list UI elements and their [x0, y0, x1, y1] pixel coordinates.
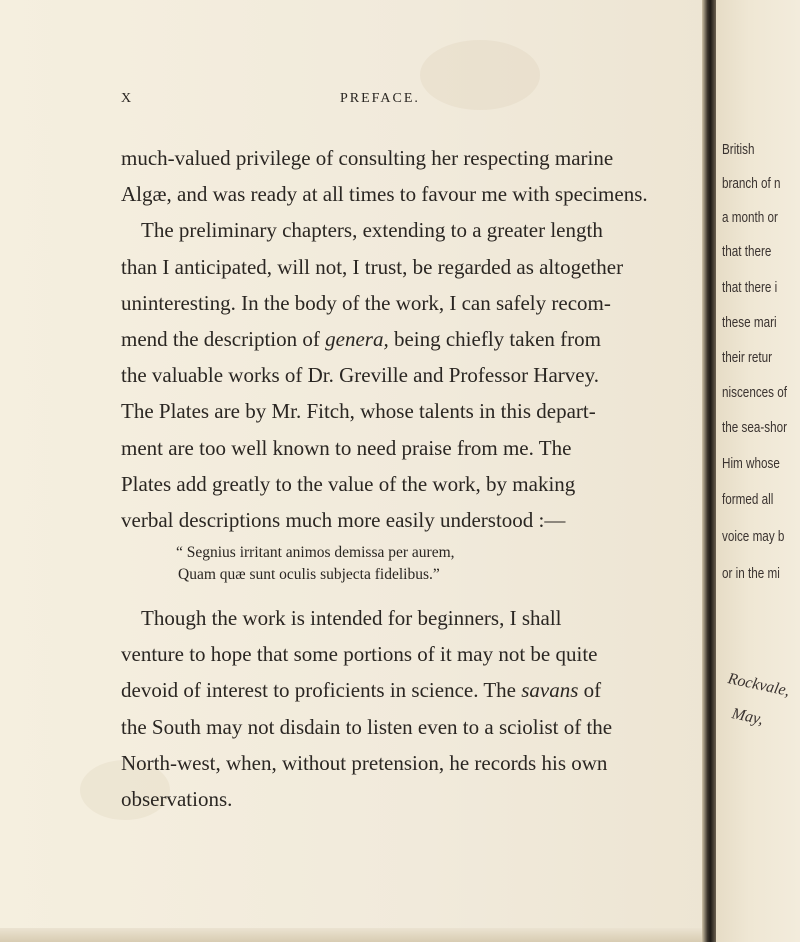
italic-word: savans: [521, 678, 579, 703]
text-line: the valuable works of Dr. Greville and Professor Harvey.: [121, 363, 599, 388]
text-line: verbal descriptions much more easily understood :—: [121, 507, 566, 532]
text-line: The Plates are by Mr. Fitch, whose talents in this depart-: [121, 399, 596, 424]
text-line: the South may not disdain to listen even to a sciolist of the: [121, 714, 613, 739]
quote-line: “ Segnius irritant animos demissa per aurem,: [176, 544, 455, 562]
running-title: PREFACE.: [340, 91, 420, 106]
preface-text: [121, 140, 681, 817]
facing-text-line: formed all: [722, 491, 774, 508]
latin-quotation: [121, 542, 681, 586]
text-segment: being chiefly taken from: [388, 326, 601, 351]
text-line: Though the work is intended for beginners, I shall: [141, 606, 562, 631]
facing-text-line: that there i: [722, 279, 778, 296]
facing-text-line: or in the mi: [722, 565, 780, 582]
text-segment: of: [578, 678, 602, 703]
text-line: North-west, when, without pretension, he records his own: [121, 750, 608, 775]
text-segment: devoid of interest to proficients in science. The: [121, 678, 522, 703]
text-line: observations.: [121, 787, 233, 811]
text-line: The preliminary chapters, extending to a greater length: [141, 218, 603, 243]
facing-text-line: their retur: [722, 349, 773, 366]
text-line: much-valued privilege of consulting her respecting marine: [121, 146, 614, 170]
page-header: [0, 91, 712, 113]
facing-text-line: branch of n: [722, 175, 781, 192]
page-bottom-edge: [0, 928, 712, 942]
facing-text-line: the sea-shor: [722, 419, 788, 436]
text-line: than I anticipated, will not, I trust, be regarded as altogether: [121, 254, 624, 279]
facing-signature-place: Rockvale,: [726, 670, 792, 700]
facing-text-line: Him whose: [722, 455, 780, 472]
italic-word: genera,: [325, 326, 389, 351]
facing-text-line: these mari: [722, 314, 777, 331]
facing-text-line: voice may b: [722, 528, 785, 545]
text-line: [121, 672, 681, 708]
book-gutter: [702, 0, 716, 942]
text-line: uninteresting. In the body of the work, I can safely recom-: [121, 290, 611, 315]
text-segment: mend the description of: [121, 326, 326, 351]
text-line: venture to hope that some portions of it may not be quite: [121, 642, 598, 667]
facing-text-line: a month or: [722, 209, 778, 226]
facing-signature-date: May,: [730, 705, 765, 729]
text-line: ment are too well known to need praise from me. The: [121, 435, 572, 460]
text-line: Algæ, and was ready at all times to favour me with specimens.: [121, 182, 648, 207]
text-line: Plates add greatly to the value of the work, by making: [121, 471, 576, 496]
text-line: [121, 321, 681, 357]
page-number: X: [121, 91, 133, 106]
facing-text-line: that there: [722, 243, 772, 260]
facing-page: [716, 0, 800, 942]
quote-line: Quam quæ sunt oculis subjecta fidelibus.”: [178, 566, 440, 584]
facing-text-line: British: [722, 141, 755, 158]
facing-text-line: niscences of: [722, 384, 788, 401]
